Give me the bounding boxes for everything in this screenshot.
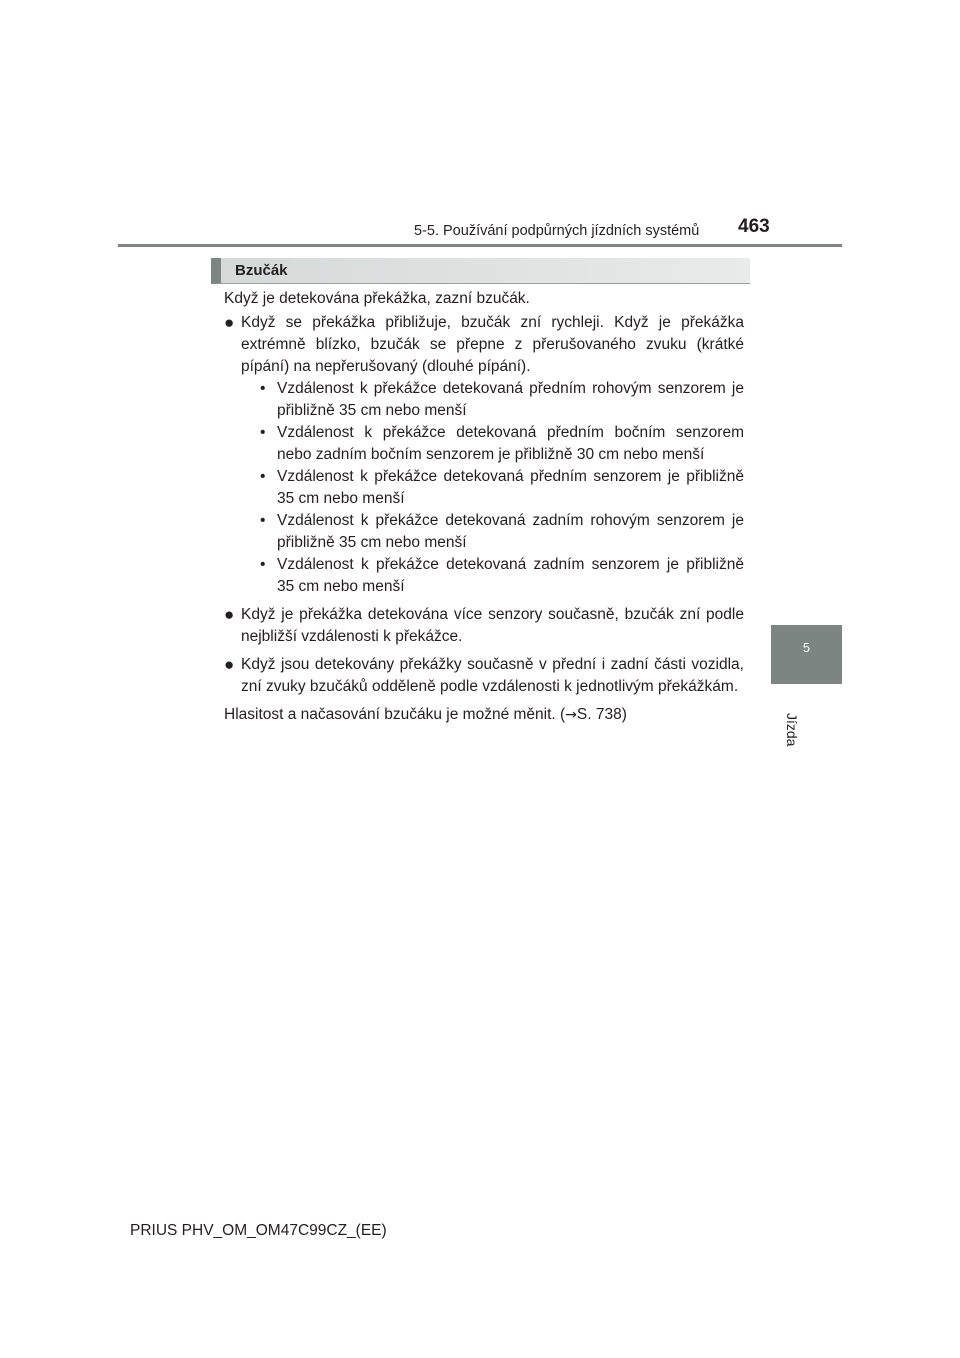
sub-list-text: Vzdálenost k překážce detekovaná zadním rohovým senzorem je přibližně 35 cm nebo menší [277,512,744,551]
bullet-icon: ● [224,605,235,624]
section-title: Bzučák [235,262,288,279]
sub-list-item [241,466,744,510]
bullet-item [224,604,744,648]
page-number: 463 [738,216,770,237]
intro-text: Když je detekována překážka, zazní bzučák. [224,290,530,307]
section-header-bar [211,258,750,284]
arrow-right-icon: → [565,707,577,723]
sub-bullet-icon: • [260,380,266,397]
bullet-icon: ● [224,313,235,332]
sub-list-item [241,510,744,554]
document-code: PRIUS PHV_OM_OM47C99CZ_(EE) [130,1222,387,1239]
section-content [224,288,744,726]
sub-list-text: Vzdálenost k překážce detekovaná zadním senzorem je přibližně 35 cm nebo menší [277,556,744,595]
sub-list-item [241,554,744,598]
page-reference-link[interactable]: S. 738) [576,706,627,723]
sub-bullet-icon: • [260,556,266,573]
sub-list-text: Vzdálenost k překážce detekovaná předním senzorem je přibližně 35 cm nebo menší [277,468,744,507]
bullet-text: Když je překážka detekována více senzory současně, bzučák zní podle nejbližší vzdálenosti k překážce. [241,606,744,645]
sub-bullet-icon: • [260,424,266,441]
running-header-section: 5-5. Používání podpůrných jízdních systémů [414,223,700,239]
header-divider [118,244,842,247]
note-prefix: Hlasitost a načasování bzučáku je možné měnit. ( [224,706,566,723]
sub-bullet-icon: • [260,468,266,485]
bullet-icon: ● [224,655,235,674]
bullet-text: Když jsou detekovány překážky současně v přední i zadní části vozidla, zní zvuky bzučáků odděleně podle vzdálenosti k jednotlivým překážkám. [241,656,744,695]
chapter-label: Jízda [784,713,800,747]
sub-list-item [241,422,744,466]
sub-list-item [241,378,744,422]
bullet-item [224,654,744,698]
bullet-item [224,312,744,598]
sub-list-text: Vzdálenost k překážce detekovaná předním rohovým senzorem je přibližně 35 cm nebo menší [277,380,744,419]
note-text [224,704,744,726]
sub-bullet-icon: • [260,512,266,529]
sub-list-text: Vzdálenost k překážce detekovaná předním bočním senzorem nebo zadním bočním senzorem je přibližně 30 cm nebo menší [277,424,744,463]
bullet-text: Když se překážka přibližuje, bzučák zní rychleji. Když je překážka extrémně blízko, bzučák se přepne z přerušovaného zvuku (krátké pípání) na nepřerušovaný (dlouhé pípání). [241,314,744,375]
chapter-tab: 5 [771,625,842,684]
